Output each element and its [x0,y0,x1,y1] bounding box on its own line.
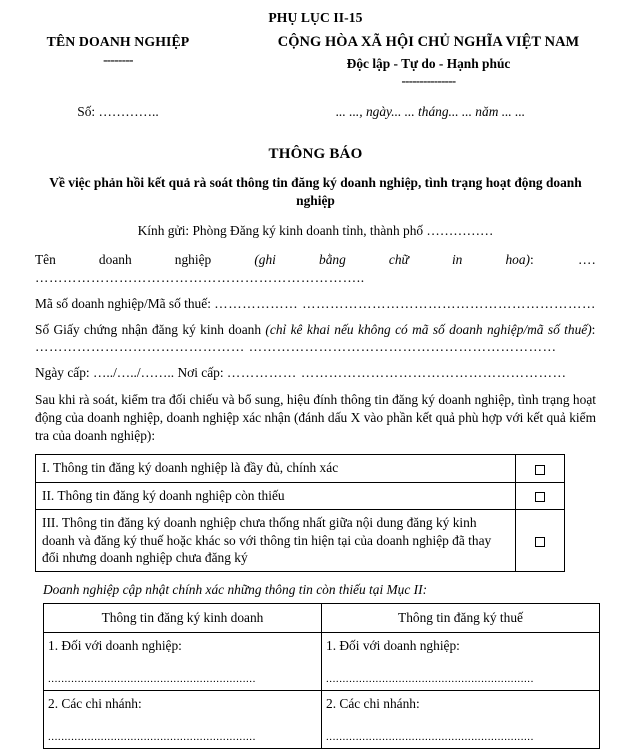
national-motto: Độc lập - Tự do - Hạnh phúc [236,55,621,72]
recipient-line: Kính gửi: Phòng Đăng ký kinh doanh tỉnh, thành phố …………… [0,222,631,239]
update-cell-tax-2[interactable] [322,690,600,748]
field-issue-place-dots: …………… ………………………………………………… [227,365,567,380]
header-right-block [236,33,631,89]
checkbox-icon[interactable] [535,465,545,475]
form-fields [35,251,596,445]
field-issue-date-place [35,364,596,381]
document-title: THÔNG BÁO [0,145,631,164]
field-certificate-number [35,321,596,355]
document-date-line: ... ..., ngày... ... tháng... ... năm ... ... [236,103,631,120]
field-enterprise-name [35,251,596,285]
update-cell-business-1[interactable] [44,632,322,690]
result-checkbox-cell-1[interactable] [516,455,565,482]
update-info-table [43,603,600,749]
field-tax-code-dots: ……………… ……………………………………………………… [214,296,596,311]
field-enterprise-name-dots: : …. …………………………………………………………….. [35,252,596,284]
update-cell-business-2[interactable] [44,690,322,748]
document-header [0,33,631,89]
field-certificate-number-hint: (chỉ kê khai nếu không có mã số doanh nghiệp/mã số thuế) [265,322,591,337]
number-date-row [0,103,631,120]
motto-rule: --------------- [236,73,621,89]
national-title: CỘNG HÒA XÃ HỘI CHỦ NGHĨA VIỆT NAM [236,33,621,51]
update-cell-label: 2. Các chi nhánh: [48,695,316,712]
result-checkbox-cell-3[interactable] [516,510,565,572]
table-row [36,482,565,509]
field-certificate-number-dots: : ……………………………………… ………………………………………………………… [35,322,596,354]
update-cell-tax-1[interactable] [322,632,600,690]
checkbox-icon[interactable] [535,492,545,502]
confirmation-paragraph: Sau khi rà soát, kiểm tra đối chiếu và bổ sung, hiệu đính thông tin đăng ký doanh nghiệp, tình trạng hoạt động của doanh nghiệp, doanh nghiệp xác nhận (đánh dấu X vào phần kết quả phù hợp với kết quả kiểm tra của doanh nghiệp): [35,391,596,445]
table-row [44,632,600,690]
field-tax-code [35,295,596,312]
update-cell-label: 1. Đối với doanh nghiệp: [326,637,594,654]
document-number: Số: ………….. [0,103,236,120]
table-row [36,455,565,482]
update-instruction-note: Doanh nghiệp cập nhật chính xác những thông tin còn thiếu tại Mục II: [43,581,631,598]
update-cell-dotted-line: ............................................................... [48,672,316,686]
field-issue-date-label: Ngày cấp: …../…../…….. Nơi cấp: [35,365,227,380]
update-cell-dotted-line: ............................................................... [326,730,594,744]
company-name-label: TÊN DOANH NGHIỆP [0,33,236,51]
update-table-header-business: Thông tin đăng ký kinh doanh [44,603,322,632]
field-certificate-number-label: Số Giấy chứng nhận đăng ký kinh doanh [35,322,265,337]
table-row [44,690,600,748]
update-cell-dotted-line: ............................................................... [48,730,316,744]
result-option-text-3: III. Thông tin đăng ký doanh nghiệp chưa thống nhất giữa nội dung đăng ký kinh doanh và đăng ký thuế hoặc khác so với thông tin hiện tại của doanh nghiệp đã thay đổi nhưng doanh nghiệp chưa đăng ký [36,510,516,572]
checkbox-icon[interactable] [535,537,545,547]
result-options-table [35,454,565,572]
appendix-number: PHỤ LỤC II-15 [0,0,631,26]
update-cell-label: 2. Các chi nhánh: [326,695,594,712]
header-left-block [0,33,236,68]
company-name-rule: -------- [0,52,236,69]
table-header-row [44,603,600,632]
document-subtitle: Về việc phản hồi kết quả rà soát thông tin đăng ký doanh nghiệp, tình trạng hoạt động doanh nghiệp [38,174,593,209]
field-enterprise-name-hint: (ghi bằng chữ in hoa) [254,252,530,267]
update-cell-dotted-line: ............................................................... [326,672,594,686]
result-option-text-2: II. Thông tin đăng ký doanh nghiệp còn thiếu [36,482,516,509]
table-row [36,510,565,572]
field-tax-code-label: Mã số doanh nghiệp/Mã số thuế: [35,296,214,311]
field-enterprise-name-label: Tên doanh nghiệp [35,252,254,267]
update-cell-label: 1. Đối với doanh nghiệp: [48,637,316,654]
result-checkbox-cell-2[interactable] [516,482,565,509]
update-table-header-tax: Thông tin đăng ký thuế [322,603,600,632]
result-option-text-1: I. Thông tin đăng ký doanh nghiệp là đầy đủ, chính xác [36,455,516,482]
